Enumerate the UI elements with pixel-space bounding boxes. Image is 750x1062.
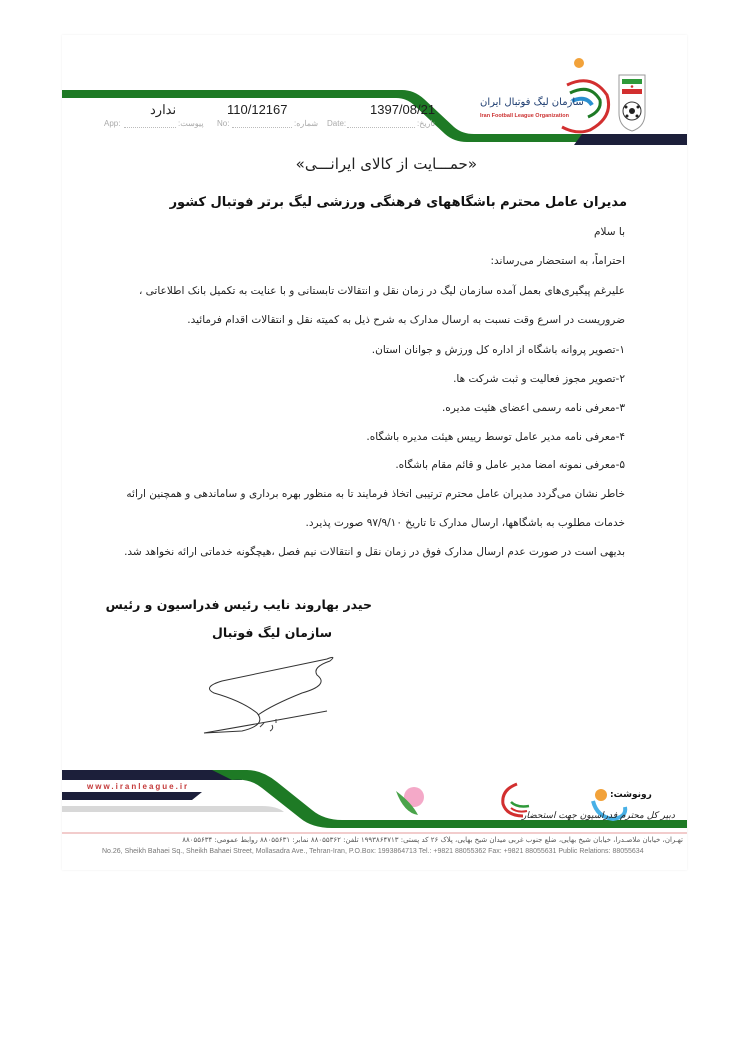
list-item-1: ۱-تصویر پروانه باشگاه از اداره کل ورزش و جوانان استان.: [371, 344, 625, 356]
org-name-en: Iran Football League Organization: [480, 113, 569, 119]
attachment-label-en: App:: [104, 119, 121, 128]
org-name-fa: سازمان لیگ فوتبال ایران: [480, 97, 584, 108]
greeting: با سلام: [593, 226, 625, 238]
attachment-value: ندارد: [150, 102, 177, 117]
address-en: No.26, Sheikh Bahaei Sq., Sheikh Bahaei Street, Mollasadra Ave., Tehran-Iran, P.O.Box: 1993864713 Tel.: +9821 88055362 Fax: +9821 88055631 Public Relations: 88055634: [102, 848, 644, 855]
letter-number-value: 110/12167: [227, 102, 288, 117]
attachment-dotted-line: [124, 127, 176, 128]
list-item-2: ۲-تصویر مجوز فعالیت و ثبت شرکت ها.: [453, 373, 625, 385]
date-label-fa: تاریخ:: [417, 119, 436, 128]
handwritten-signature: [202, 653, 342, 738]
list-item-4: ۴-معرفی نامه مدیر عامل توسط رییس هیئت مدیره باشگاه.: [366, 431, 625, 443]
address-fa: تهـران، خیابان ملاصـدرا، خیابان شیخ بهایی، ضلع جنوب غربی میدان شیخ بهایی، پلاک ۲۶ کد پستی: ۱۹۹۳۸۶۴۷۱۳ تلفن: ۸۸۰۵۵۳۶۲ نمابر: ۸۸۰۵۵۶۳۱ روابط عمومی: ۸۸۰۵۵۶۳۴: [182, 836, 683, 844]
number-label-en: No:: [217, 119, 230, 128]
footer-gray-bar: [62, 806, 284, 812]
date-label-en: Date:: [327, 119, 347, 128]
letter-page: [62, 35, 687, 870]
website-url[interactable]: www.iranleague.ir: [87, 782, 190, 791]
slogan: «حمـــایت از کالای ایرانـــی»: [295, 155, 477, 173]
attachment-label-fa: پیوست:: [178, 119, 204, 128]
signatory-title-line1: حیدر بهاروند نایب رئیس فدراسیون و رئیس: [105, 597, 372, 612]
number-label-fa: شماره:: [294, 119, 319, 128]
paragraph3: بدیهی است در صورت عدم ارسال مدارک فوق در زمان نقل و انتقالات نیم فصل ،هیچگونه خدماتی ارائه نخواهد شد.: [124, 546, 625, 558]
number-dotted-line: [232, 127, 292, 128]
list-item-5: ۵-معرفی نمونه امضا مدیر عامل و قائم مقام باشگاه.: [395, 459, 625, 471]
navy-band-shape: [574, 134, 687, 145]
signature-scribble-icon: [202, 653, 342, 738]
federation-shield-icon: [617, 73, 647, 133]
cc-label: رونوشت:: [610, 790, 652, 800]
paragraph1-line1: علیرغم پیگیری‌های بعمل آمده سازمان لیگ در زمان نقل و انتقالات تابستانی و با عنایت به تکمیل بانک اطلاعاتی ،: [138, 285, 625, 297]
paragraph2-line1: خاطر نشان می‌گردد مدیران عامل محترم ترتیبی اتخاذ فرمایند تا به منظور بهره برداری و ساماندهی و همچنین ارائه: [126, 488, 625, 500]
federation-emblem: [617, 73, 647, 133]
signatory-title-line2: سازمان لیگ فوتبال: [212, 625, 332, 640]
paragraph2-line2: خدمات مطلوب به باشگاهها، ارسال مدارک تا تاریخ ۹۷/۹/۱۰ صورت پذیرد.: [305, 517, 625, 529]
paragraph1-line2: ضروریست در اسرع وقت نسبت به ارسال مدارک به شرح ذیل به کمیته نقل و انتقالات اقدام فرمائید.: [187, 314, 625, 326]
flower-logo-icon: [392, 783, 428, 819]
footer-navy-bar-bottom: [62, 792, 202, 800]
league-logo: [482, 55, 617, 135]
list-item-3: ۳-معرفی نامه رسمی اعضای هئیت مدیره.: [441, 402, 625, 414]
partner-logo-pink: [392, 783, 428, 819]
opening-line: احتراماً، به استحضار می‌رساند:: [490, 255, 625, 267]
date-dotted-line: [347, 127, 415, 128]
cc-recipient: دبیر کل محترم فدراسیون جهت استحضار: [522, 811, 675, 821]
letter-date-value: 1397/08/21: [370, 102, 436, 117]
league-logo-mark: [482, 55, 617, 135]
addressee: مدیران عامل محترم باشگاههای فرهنگی ورزشی لیگ برتر فوتبال کشور: [169, 195, 627, 210]
sun-icon: [574, 58, 584, 68]
